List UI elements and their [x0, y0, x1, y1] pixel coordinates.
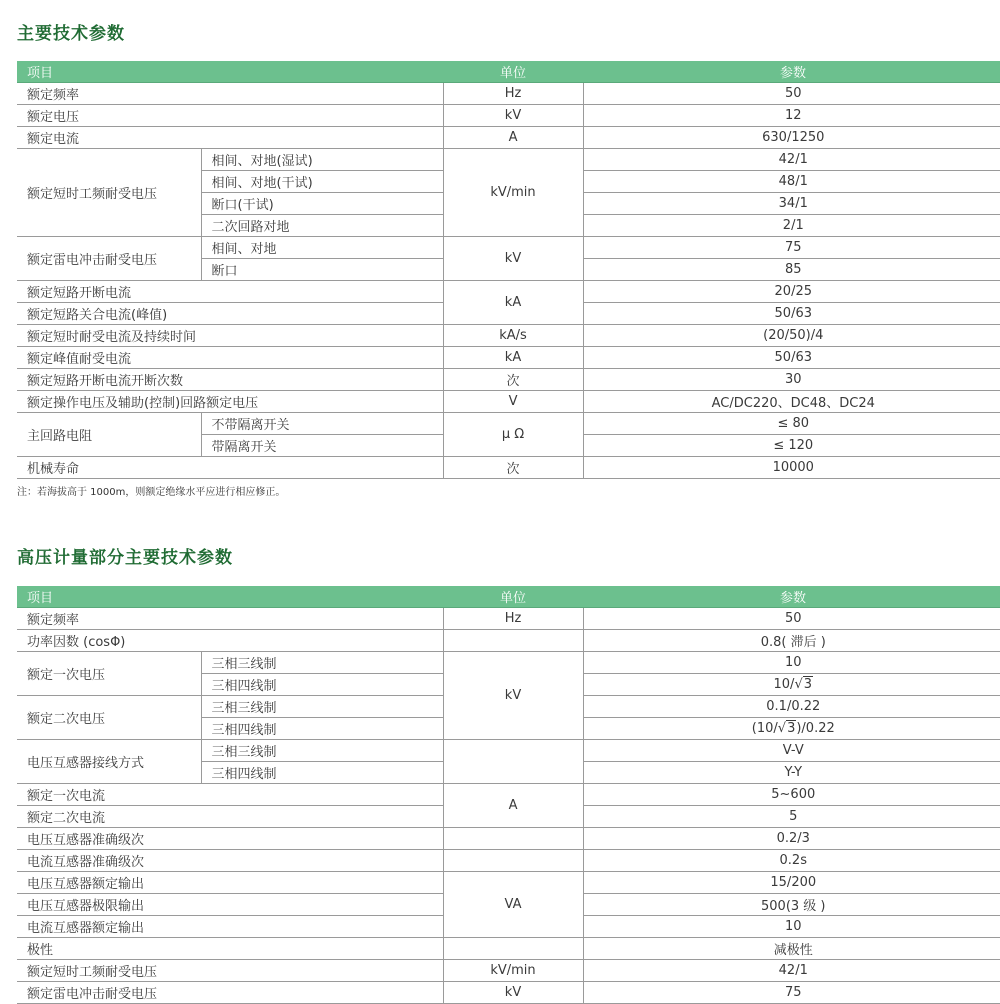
row-item: 电压互感器额定输出	[17, 872, 443, 894]
row-value: 0.8( 滞后 )	[583, 630, 1000, 652]
table-row	[17, 347, 1000, 369]
table-row	[17, 413, 1000, 435]
table-row	[17, 369, 1000, 391]
row-value: 48/1	[583, 171, 1000, 193]
row-unit: kV/min	[443, 960, 583, 982]
row-item: 额定操作电压及辅助(控制)回路额定电压	[17, 391, 443, 413]
row-subitem: 相间、对地	[201, 237, 443, 259]
row-value: 630/1250	[583, 127, 1000, 149]
row-subitem: 相间、对地(干试)	[201, 171, 443, 193]
row-value: 2/1	[583, 215, 1000, 237]
row-unit: μ Ω	[443, 413, 583, 457]
row-unit: Hz	[443, 83, 583, 105]
row-item: 主回路电阻	[17, 413, 201, 457]
row-subitem: 三相三线制	[201, 696, 443, 718]
row-item: 额定短路开断电流	[17, 281, 443, 303]
row-value: 50	[583, 608, 1000, 630]
table-row	[17, 982, 1000, 1004]
row-unit: kV	[443, 105, 583, 127]
table-header-row	[17, 61, 1000, 83]
row-unit	[443, 938, 583, 960]
row-unit: kA	[443, 347, 583, 369]
row-unit: kV	[443, 237, 583, 281]
row-subitem: 三相四线制	[201, 674, 443, 696]
row-item: 极性	[17, 938, 443, 960]
row-subitem: 三相三线制	[201, 652, 443, 674]
metering-params-table	[17, 586, 1000, 1004]
table-row	[17, 149, 1000, 171]
row-value: 50/63	[583, 303, 1000, 325]
row-unit: kV	[443, 982, 583, 1004]
row-item: 额定二次电压	[17, 696, 201, 740]
table-row	[17, 608, 1000, 630]
row-item: 额定短时耐受电流及持续时间	[17, 325, 443, 347]
table-row	[17, 237, 1000, 259]
row-unit: 次	[443, 457, 583, 479]
row-subitem: 二次回路对地	[201, 215, 443, 237]
row-value: 0.2s	[583, 850, 1000, 872]
row-subitem: 相间、对地(湿试)	[201, 149, 443, 171]
row-subitem: 断口	[201, 259, 443, 281]
row-unit	[443, 740, 583, 784]
row-value: 500(3 级 )	[583, 894, 1000, 916]
sqrt-radicand: 3	[787, 721, 796, 736]
row-item: 机械寿命	[17, 457, 443, 479]
table-row	[17, 325, 1000, 347]
row-value	[583, 674, 1000, 696]
section-title-main-params: 主要技术参数	[17, 24, 125, 44]
row-value: 20/25	[583, 281, 1000, 303]
sqrt-icon: √	[794, 677, 803, 692]
row-value: 减极性	[583, 938, 1000, 960]
row-value: 0.2/3	[583, 828, 1000, 850]
value-prefix: (10/	[751, 721, 778, 736]
row-unit: 次	[443, 369, 583, 391]
header-item: 项目	[17, 61, 443, 83]
row-item: 额定一次电流	[17, 784, 443, 806]
row-unit	[443, 850, 583, 872]
row-value: 10	[583, 916, 1000, 938]
row-value: (20/50)/4	[583, 325, 1000, 347]
row-subitem: 断口(干试)	[201, 193, 443, 215]
footnote: 注：若海拔高于 1000m，则额定绝缘水平应进行相应修正。	[17, 487, 286, 498]
row-item: 额定频率	[17, 83, 443, 105]
row-item: 额定雷电冲击耐受电压	[17, 237, 201, 281]
row-value: 5	[583, 806, 1000, 828]
row-item: 额定一次电压	[17, 652, 201, 696]
row-value: 5~600	[583, 784, 1000, 806]
row-item: 额定短时工频耐受电压	[17, 960, 443, 982]
header-unit: 单位	[443, 61, 583, 83]
section-title-metering-params: 高压计量部分主要技术参数	[17, 548, 233, 568]
row-value: 75	[583, 982, 1000, 1004]
value-suffix: )/0.22	[796, 721, 835, 736]
row-item: 额定短路关合电流(峰值)	[17, 303, 443, 325]
row-unit	[443, 630, 583, 652]
row-item: 额定电压	[17, 105, 443, 127]
header-value: 参数	[583, 586, 1000, 608]
row-item: 功率因数 (cosΦ)	[17, 630, 443, 652]
row-item: 电压互感器极限输出	[17, 894, 443, 916]
row-value: 15/200	[583, 872, 1000, 894]
row-value: 10	[583, 652, 1000, 674]
row-item: 额定频率	[17, 608, 443, 630]
header-value: 参数	[583, 61, 1000, 83]
header-item: 项目	[17, 586, 443, 608]
table-row	[17, 740, 1000, 762]
row-unit: kV/min	[443, 149, 583, 237]
row-item: 额定雷电冲击耐受电压	[17, 982, 443, 1004]
main-params-table	[17, 61, 1000, 479]
table-row	[17, 457, 1000, 479]
row-unit: VA	[443, 872, 583, 938]
row-value: Y-Y	[583, 762, 1000, 784]
row-item: 额定电流	[17, 127, 443, 149]
row-item: 电流互感器额定输出	[17, 916, 443, 938]
row-item: 额定短时工频耐受电压	[17, 149, 201, 237]
row-item: 电压互感器准确级次	[17, 828, 443, 850]
table-row	[17, 960, 1000, 982]
row-value: 12	[583, 105, 1000, 127]
table-row	[17, 83, 1000, 105]
row-item: 额定峰值耐受电流	[17, 347, 443, 369]
row-value: 10000	[583, 457, 1000, 479]
row-unit: kA/s	[443, 325, 583, 347]
row-item: 电流互感器准确级次	[17, 850, 443, 872]
sqrt-radicand: 3	[803, 677, 813, 692]
row-value: 30	[583, 369, 1000, 391]
row-unit: kV	[443, 652, 583, 740]
table-row	[17, 127, 1000, 149]
row-value: 0.1/0.22	[583, 696, 1000, 718]
value-prefix: 10/	[773, 677, 795, 692]
table-row	[17, 872, 1000, 894]
row-item: 额定短路开断电流开断次数	[17, 369, 443, 391]
table-row	[17, 391, 1000, 413]
row-value: 42/1	[583, 960, 1000, 982]
row-subitem: 三相四线制	[201, 718, 443, 740]
row-subitem: 三相三线制	[201, 740, 443, 762]
row-value: ≤ 80	[583, 413, 1000, 435]
row-value: 75	[583, 237, 1000, 259]
table-row	[17, 652, 1000, 674]
row-subitem: 带隔离开关	[201, 435, 443, 457]
table-row	[17, 784, 1000, 806]
row-unit: A	[443, 127, 583, 149]
row-item: 额定二次电流	[17, 806, 443, 828]
row-unit: A	[443, 784, 583, 828]
row-unit: V	[443, 391, 583, 413]
row-unit	[443, 828, 583, 850]
row-subitem: 三相四线制	[201, 762, 443, 784]
table-row	[17, 281, 1000, 303]
row-value: AC/DC220、DC48、DC24	[583, 391, 1000, 413]
row-value: ≤ 120	[583, 435, 1000, 457]
row-value: 50	[583, 83, 1000, 105]
table-row	[17, 105, 1000, 127]
row-value	[583, 718, 1000, 740]
table-row	[17, 828, 1000, 850]
sqrt-icon: √	[777, 721, 787, 736]
table-header-row	[17, 586, 1000, 608]
row-unit: Hz	[443, 608, 583, 630]
row-value: 85	[583, 259, 1000, 281]
row-value: V-V	[583, 740, 1000, 762]
row-value: 50/63	[583, 347, 1000, 369]
table-row	[17, 850, 1000, 872]
row-subitem: 不带隔离开关	[201, 413, 443, 435]
header-unit: 单位	[443, 586, 583, 608]
table-row	[17, 630, 1000, 652]
row-unit: kA	[443, 281, 583, 325]
row-value: 42/1	[583, 149, 1000, 171]
row-item: 电压互感器接线方式	[17, 740, 201, 784]
row-value: 34/1	[583, 193, 1000, 215]
table-row	[17, 938, 1000, 960]
